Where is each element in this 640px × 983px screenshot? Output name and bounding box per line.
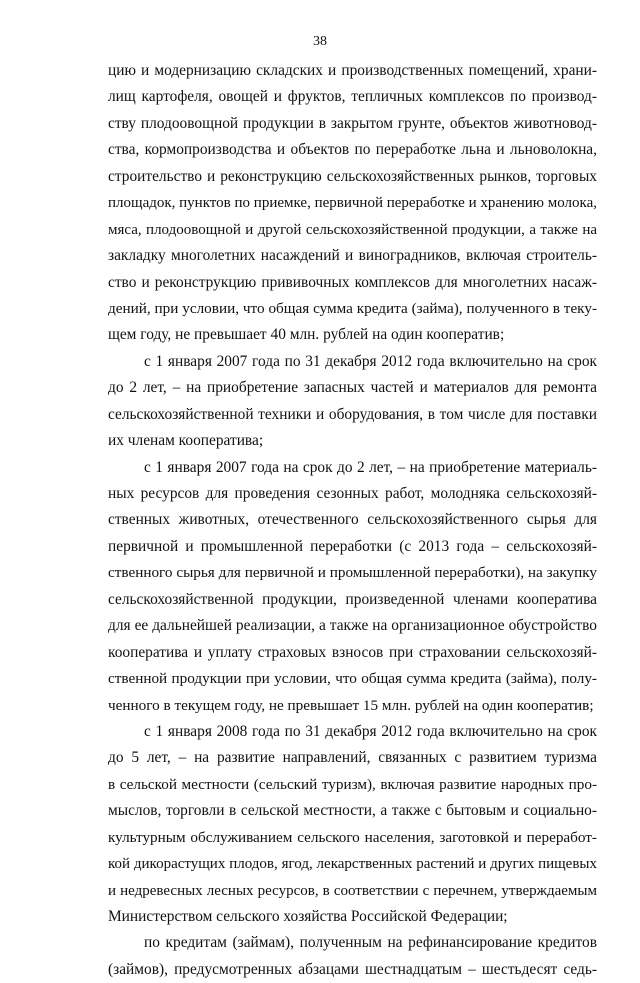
text-line: кой дикорастущих плодов, ягод, лекарственных растений и других пищевых <box>108 856 597 873</box>
text-line: площадок, пунктов по приемке, первичной переработке и хранению молока, <box>108 195 597 212</box>
text-line: закладку многолетних насаждений и виноградников, включая строитель- <box>108 247 597 265</box>
text-line: сельскохозяйственной продукции, произведенной членами кооператива <box>108 590 597 608</box>
page-number: 38 <box>313 34 327 49</box>
text-line: ственной продукции при условии, что общая сумма кредита (займа), полу- <box>108 670 597 688</box>
text-line: ных ресурсов для проведения сезонных работ, молодняка сельскохозяй- <box>108 485 597 502</box>
text-line: ственного сырья для первичной и промышленной переработки), на закупку <box>108 564 597 582</box>
text-line: для ее дальнейшей реализации, а также на организационное обустройство <box>108 617 597 635</box>
text-line: Министерством сельского хозяйства Российской Федерации; <box>108 908 508 925</box>
text-line: ства, кормопроизводства и объектов по переработке льна и льноволокна, <box>108 141 597 159</box>
text-line: по кредитам (займам), полученным на рефинансирование кредитов <box>144 934 597 952</box>
text-line: лищ картофеля, овощей и фруктов, тепличных комплексов по производ- <box>108 88 597 106</box>
text-line: мыслов, торговли в сельской местности, а также с бытовым и социально- <box>108 802 597 820</box>
text-line: строительство и реконструкцию сельскохозяйственных рынков, торговых <box>108 167 597 185</box>
body-text <box>108 58 597 983</box>
text-line: первичной и промышленной переработки (с 2013 года – сельскохозяй- <box>108 537 597 555</box>
text-line: до 2 лет, – на приобретение запасных частей и материалов для ремонта <box>108 379 597 397</box>
text-line: с 1 января 2007 года по 31 декабря 2012 года включительно на срок <box>144 352 597 370</box>
text-line: (займов), предусмотренных абзацами шестнадцатым – шестьдесят седь- <box>108 960 597 978</box>
text-line: ченного в текущем году, не превышает 15 млн. рублей на один кооператив; <box>108 696 594 714</box>
text-line: дений, при условии, что общая сумма кредита (займа), полученного в теку- <box>108 299 597 317</box>
text-line: в сельской местности (сельский туризм), включая развитие народных про- <box>108 775 597 793</box>
text-line: с 1 января 2008 года по 31 декабря 2012 года включительно на срок <box>144 722 597 740</box>
text-line: до 5 лет, – на развитие направлений, связанных с развитием туризма <box>108 749 597 767</box>
text-line: с 1 января 2007 года на срок до 2 лет, – на приобретение материаль- <box>144 458 597 476</box>
text-line: кооператива и уплату страховых взносов при страховании сельскохозяй- <box>108 643 597 661</box>
text-line: ство и реконструкцию прививочных комплексов для многолетних насаж- <box>108 273 597 291</box>
text-line: культурным обслуживанием сельского населения, заготовкой и переработ- <box>108 828 597 846</box>
text-line: их членам кооператива; <box>108 432 264 450</box>
text-line: мяса, плодоовощной и другой сельскохозяйственной продукции, а также на <box>108 221 597 238</box>
text-line: цию и модернизацию складских и производственных помещений, храни- <box>108 62 597 79</box>
text-line: и недревесных лесных ресурсов, в соответствии с перечнем, утверждаемым <box>108 882 597 899</box>
text-line: ственных животных, отечественного сельскохозяйственного сырья для <box>108 511 597 529</box>
text-line: ству плодоовощной продукции в закрытом грунте, объектов животновод- <box>108 114 597 132</box>
text-line: щем году, не превышает 40 млн. рублей на один кооператив; <box>108 326 505 344</box>
text-line: сельскохозяйственной техники и оборудования, в том числе для поставки <box>108 405 597 423</box>
